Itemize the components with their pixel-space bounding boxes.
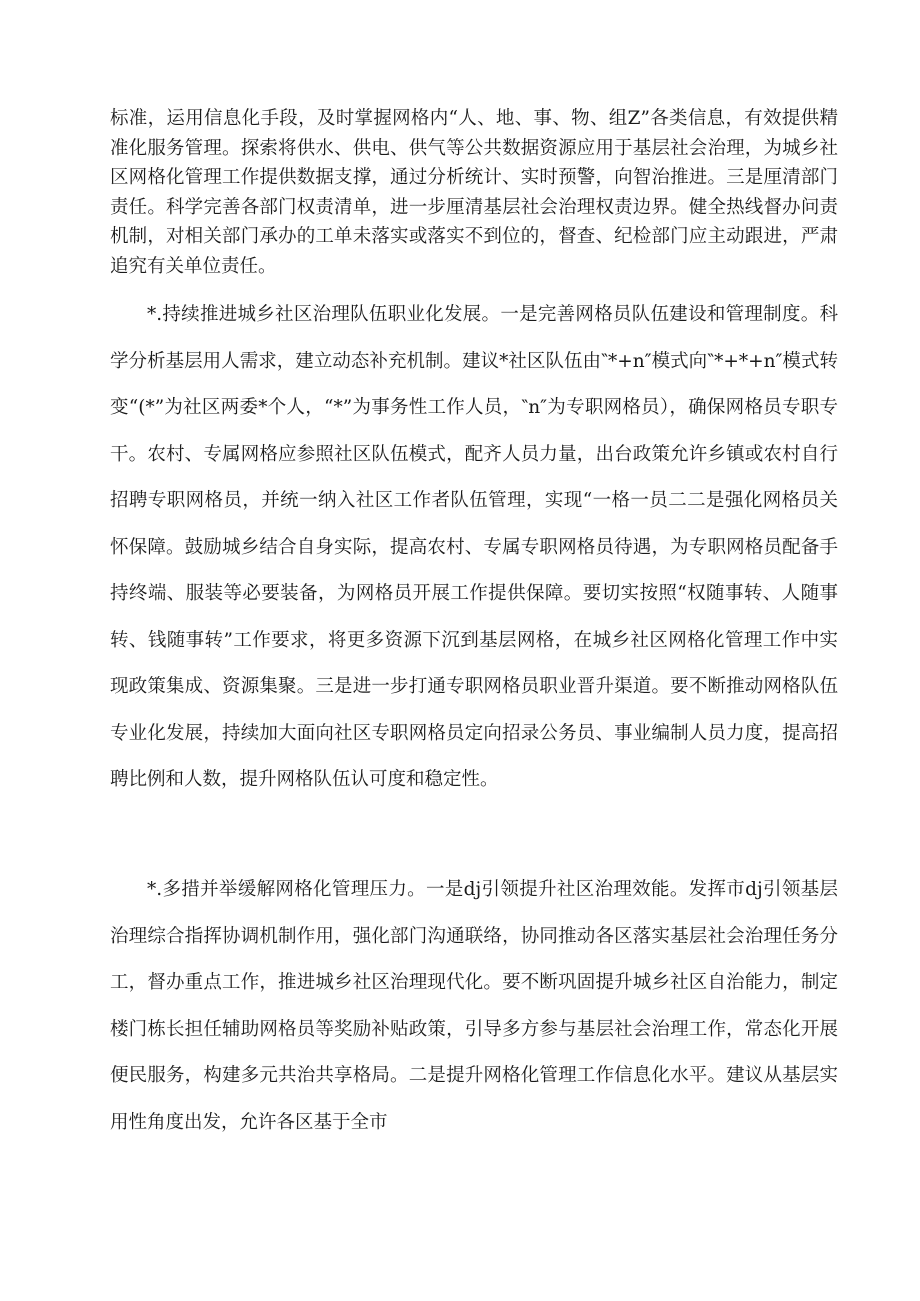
paragraph-professionalization: *.持续推进城乡社区治理队伍职业化发展。一是完善网格员队伍建设和管理制度。科学分析基层用人需求，建立动态补充机制。建议*社区队伍由‶*+n″模式向‶*+*+n″模式转变“(*”为社区两委*个人，“*”为事务性工作人员，‶n″为专职网格员），确保网格员专职专干。农村、专属网格应参照社区队伍模式，配齐人员力量，出台政策允许乡镇或农村自行招聘专职网格员，并统一纳入社区工作者队伍管理，实现“一格一员二二是强化网格员关怀保障。鼓励城乡结合自身实际，提高农村、专属专职网格员待遇，为专职网格员配备手持终端、服装等必要装备，为网格员开展工作提供保障。要切实按照“权随事转、人随事转、钱随事转”工作要求，将更多资源下沉到基层网格，在城乡社区网格化管理工作中实现政策集成、资源集聚。三是进一步打通专职网格员职业晋升渠道。要不断推动网格队伍专业化发展，持续加大面向社区专职网格员定向招录公务员、事业编制人员力度，提高招聘比例和人数，提升网格队伍认可度和稳定性。 [110, 304, 838, 790]
paragraph-continuation: 标准，运用信息化手段，及时掌握网格内“人、地、事、物、组Z”各类信息，有效提供精准化服务管理。探索将供水、供电、供气等公共数据资源应用于基层社会治理，为城乡社区网格化管理工作提供数据支撑，通过分析统计、实时预警，向智治推进。三是厘清部门责任。科学完善各部门权责清单，进一步厘清基层社会治理权责边界。健全热线督办问责机制，对相关部门承办的工单未落实或落实不到位的，督查、纪检部门应主动跟进，严肃追究有关单位责任。 [110, 108, 838, 277]
paragraph-relieve-pressure: *.多措并举缓解网格化管理压力。一是dj引领提升社区治理效能。发挥市dj引领基层治理综合指挥协调机制作用，强化部门沟通联络，协同推动各区落实基层社会治理任务分工，督办重点工作，推进城乡社区治理现代化。要不断巩固提升城乡社区自治能力，制定楼门栋长担任辅助网格员等奖励补贴政策，引导多方参与基层社会治理工作，常态化开展便民服务，构建多元共治共享格局。二是提升网格化管理工作信息化水平。建议从基层实用性角度出发，允许各区基于全市 [110, 879, 838, 1133]
